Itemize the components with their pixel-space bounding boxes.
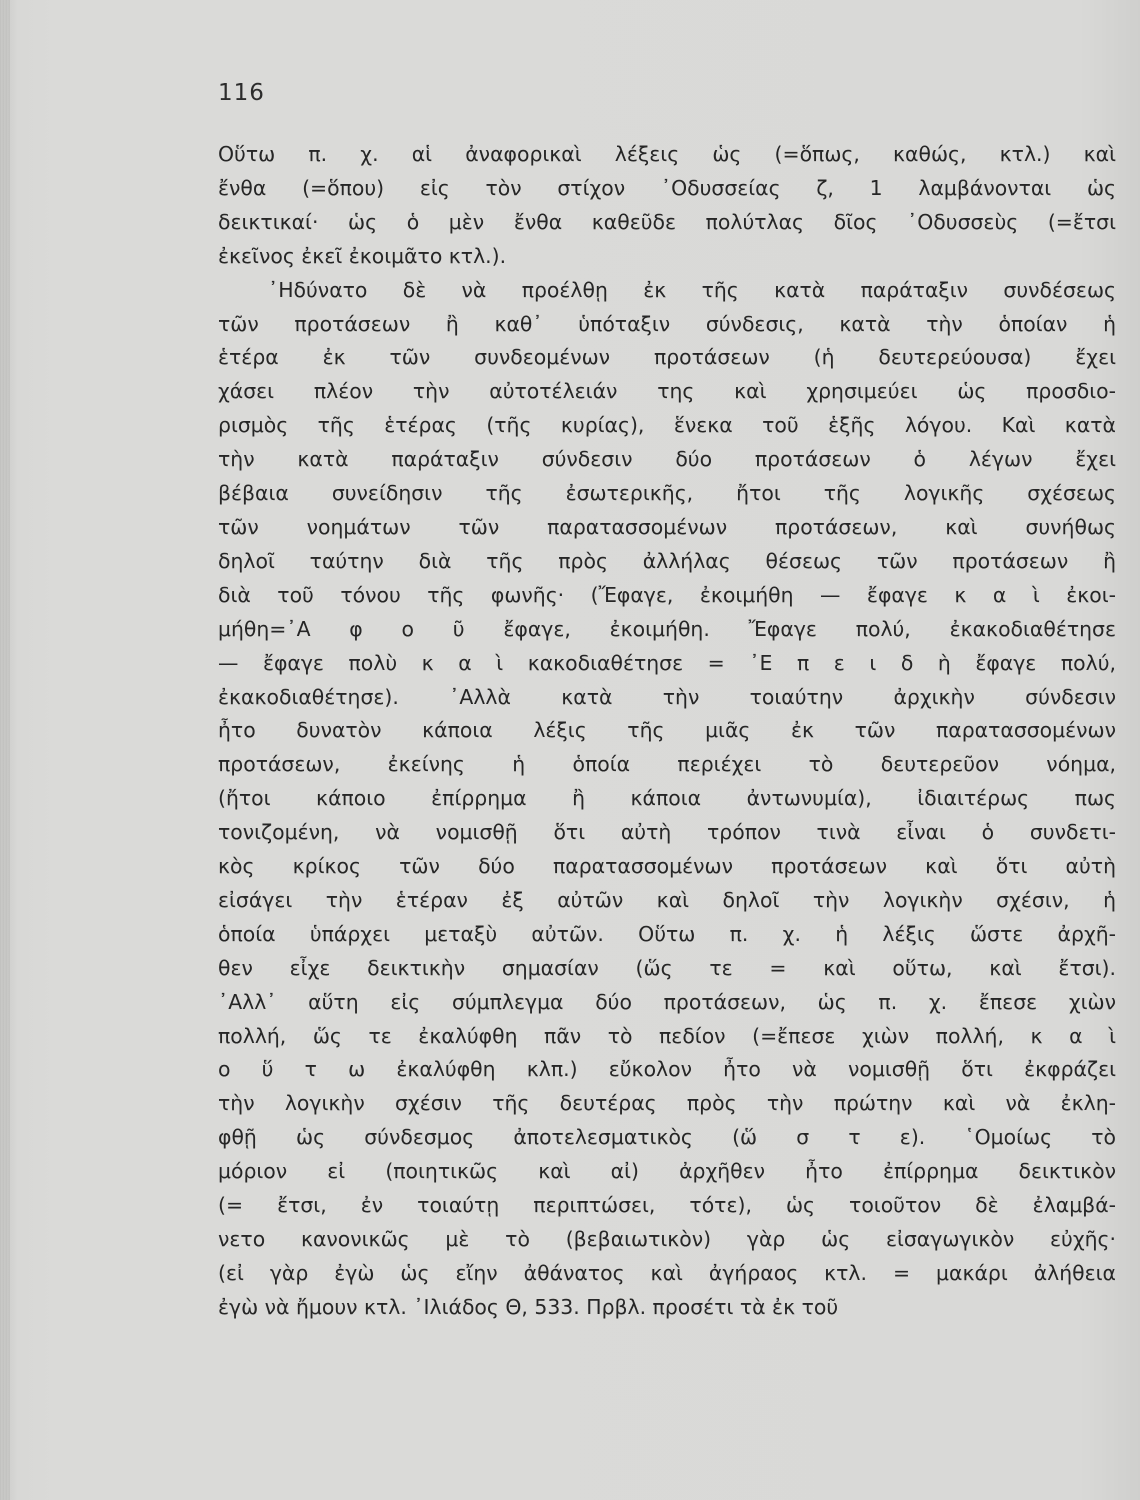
text-line: τῶν νοημάτων τῶν παρατασσομένων προτάσεων, καὶ συνήθως	[218, 514, 1116, 539]
text-line: ἑτέρα ἐκ τῶν συνδεομένων προτάσεων (ἡ δευτερεύουσα) ἔχει	[218, 345, 1116, 370]
text-line: ᾿Ηδύνατο δὲ νὰ προέλθῃ ἐκ τῆς κατὰ παράταξιν συνδέσεως	[268, 277, 1116, 302]
text-line: μόριον εἰ (ποιητικῶς καὶ αἰ) ἀρχῆθεν ἦτο ἐπίρρημα δεικτικὸν	[218, 1159, 1116, 1184]
text-line: ἐκεῖνος ἐκεῖ ἐκοιμᾶτο κτλ.).	[218, 243, 507, 268]
text-line: ᾿Αλλ᾿ αὕτη εἰς σύμπλεγμα δύο προτάσεων, ὡς π. χ. ἔπεσε χιὼν	[218, 989, 1116, 1014]
text-line: (ἤτοι κάποιο ἐπίρρημα ἢ κάποια ἀντωνυμία), ἰδιαιτέρως πως	[218, 786, 1116, 811]
text-line: νετο κανονικῶς μὲ τὸ (βεβαιωτικὸν) γὰρ ὡς εἰσαγωγικὸν εὐχῆς·	[218, 1227, 1116, 1251]
text-line: δεικτικαί· ὡς ὁ μὲν ἔνθα καθεῦδε πολύτλας δῖος ᾿Οδυσσεὺς (=ἔτσι	[218, 209, 1116, 234]
text-line: τὴν κατὰ παράταξιν σύνδεσιν δύο προτάσεων ὁ λέγων ἔχει	[218, 447, 1116, 472]
text-line: ἐκακοδιαθέτησε). ᾿Αλλὰ κατὰ τὴν τοιαύτην ἀρχικὴν σύνδεσιν	[218, 684, 1116, 709]
text-line: μήθη=᾿Α φ ο ῦ ἔφαγε, ἐκοιμήθη. Ἔφαγε πολύ, ἐκακοδιαθέτησε	[218, 616, 1116, 641]
text-line: (= ἔτσι, ἐν τοιαύτῃ περιπτώσει, τότε), ὡς τοιοῦτον δὲ ἐλαμβά-	[218, 1193, 1116, 1218]
text-line: θεν εἶχε δεικτικὴν σημασίαν (ὥς τε = καὶ οὕτω, καὶ ἔτσι).	[218, 955, 1116, 980]
text-line: βέβαια συνείδησιν τῆς ἐσωτερικῆς, ἤτοι τῆς λογικῆς σχέσεως	[218, 481, 1116, 506]
text-line: προτάσεων, ἐκείνης ἡ ὁποία περιέχει τὸ δευτερεῦον νόημα,	[218, 752, 1116, 777]
text-line: εἰσάγει τὴν ἑτέραν ἐξ αὐτῶν καὶ δηλοῖ τὴν λογικὴν σχέσιν, ἡ	[218, 887, 1116, 912]
text-line: χάσει πλέον τὴν αὐτοτέλειάν της καὶ χρησιμεύει ὡς προσδιο-	[218, 379, 1116, 404]
text-line: ἐγὼ νὰ ἤμουν κτλ. ᾿Ιλιάδος Θ, 533. Πρβλ. προσέτι τὰ ἐκ τοῦ	[218, 1294, 839, 1319]
text-line: πολλή, ὥς τε ἐκαλύφθη πᾶν τὸ πεδίον (=ἔπεσε χιὼν πολλή, κ α ὶ	[218, 1023, 1116, 1048]
text-line: φθῇ ὡς σύνδεσμος ἀποτελεσματικὸς (ὥ σ τ ε). ῾Ομοίως τὸ	[218, 1125, 1116, 1150]
text-line: ὁποία ὑπάρχει μεταξὺ αὐτῶν. Οὕτω π. χ. ἡ λέξις ὥστε ἀρχῆ-	[218, 921, 1116, 946]
text-line: ἔνθα (=ὅπου) εἰς τὸν στίχον ᾿Οδυσσείας ζ, 1 λαμβάνονται ὡς	[218, 175, 1116, 200]
text-line: τῶν προτάσεων ἢ καθ᾿ ὑπόταξιν σύνδεσις, κατὰ τὴν ὁποίαν ἡ	[218, 311, 1116, 336]
page-number: 116	[218, 80, 265, 106]
text-line: κὸς κρίκος τῶν δύο παρατασσομένων προτάσεων καὶ ὅτι αὐτὴ	[218, 854, 1116, 879]
text-line: Οὕτω π. χ. αἱ ἀναφορικαὶ λέξεις ὡς (=ὅπως, καθώς, κτλ.) καὶ	[218, 142, 1116, 166]
text-line: ἦτο δυνατὸν κάποια λέξις τῆς μιᾶς ἐκ τῶν παρατασσομένων	[218, 718, 1116, 743]
text-line: δηλοῖ ταύτην διὰ τῆς πρὸς ἀλλήλας θέσεως τῶν προτάσεων ἢ	[218, 548, 1116, 573]
body-text	[218, 138, 1116, 1325]
text-line: ο ὕ τ ω ἐκαλύφθη κλπ.) εὔκολον ἦτο νὰ νομισθῇ ὅτι ἐκφράζει	[218, 1057, 1116, 1082]
text-line: ρισμὸς τῆς ἑτέρας (τῆς κυρίας), ἕνεκα τοῦ ἑξῆς λόγου. Καὶ κατὰ	[218, 413, 1116, 438]
text-line: τονιζομένη, νὰ νομισθῇ ὅτι αὐτὴ τρόπον τινὰ εἶναι ὁ συνδετι-	[218, 820, 1116, 845]
text-line: (εἰ γὰρ ἐγὼ ὡς εἴην ἀθάνατος καὶ ἀγήραος κτλ. = μακάρι ἀλήθεια	[218, 1260, 1116, 1285]
page-edge	[0, 0, 10, 1500]
text-line: τὴν λογικὴν σχέσιν τῆς δευτέρας πρὸς τὴν πρώτην καὶ νὰ ἐκλη-	[218, 1091, 1116, 1116]
text-line: διὰ τοῦ τόνου τῆς φωνῆς· (Ἔφαγε, ἐκοιμήθη — ἔφαγε κ α ὶ ἐκοι-	[218, 582, 1116, 607]
text-line: — ἔφαγε πολὺ κ α ὶ κακοδιαθέτησε = ᾿Ε π ε ι δ ὴ ἔφαγε πολύ,	[218, 650, 1116, 675]
